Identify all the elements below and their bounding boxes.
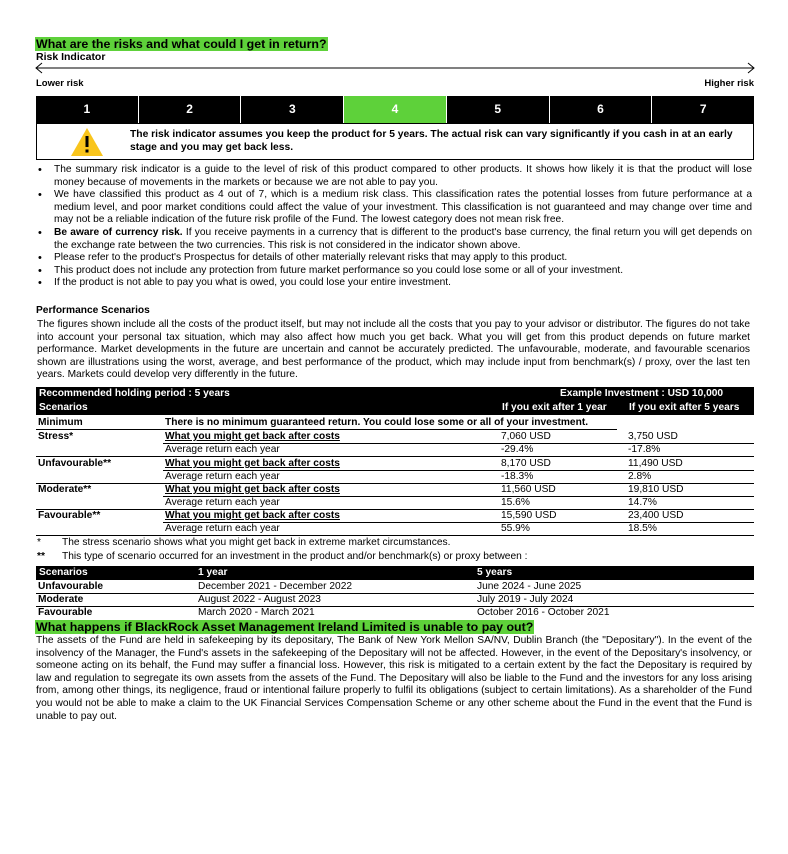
period-scenario-name: Unfavourable (38, 581, 104, 592)
period-1-year: March 2020 - March 2021 (198, 607, 315, 618)
warning-icon (70, 127, 104, 157)
period-5-years: October 2016 - October 2021 (477, 607, 610, 618)
risk-level-1: 1 (36, 96, 138, 123)
risks-title: What are the risks and what could I get in return? (36, 37, 327, 51)
value-5-years: 11,490 USD (628, 458, 683, 469)
scenario-name: Favourable** (38, 510, 101, 521)
footnote-mark: ** (37, 551, 45, 562)
what-you-get-label: What you might get back after costs (165, 484, 340, 495)
what-you-get-label: What you might get back after costs (165, 431, 340, 442)
risk-bullet: • Be aware of currency risk. If you receive payments in a currency that is different to the product's base currency, the final return you will get depends on the exchange rate between the two currencies. This risk is not considered in the indicator shown above. (37, 227, 752, 252)
risk-bullet: • The summary risk indicator is a guide to the level of risk of this product compared to other products. It shows how likely it is that the product will lose money because of movements in the markets or because we are not able to pay you. (37, 164, 752, 189)
risk-indicator-subtitle: Risk Indicator (36, 51, 106, 63)
risk-bullets (37, 164, 752, 290)
risk-level-2: 2 (138, 96, 241, 123)
return-1-year: 15.6% (501, 497, 530, 508)
risk-warning-box (36, 123, 754, 160)
holding-bar (36, 387, 754, 401)
average-return-label: Average return each year (165, 523, 280, 534)
risk-warning-text: The risk indicator assumes you keep the product for 5 years. The actual risk can vary significantly if you cash in at an early stage and you may get back less. (130, 129, 733, 153)
period-5-years: June 2024 - June 2025 (477, 581, 582, 592)
return-5-years: 14.7% (628, 497, 657, 508)
performance-intro: The figures shown include all the costs of the product itself, but may not include all the costs that you pay to your advisor or distributor. The figures do not take into account your personal tax situation, which may also affect how much you get back. What you will get from this product depends on future market performance. Market developments in the future are uncertain and cannot be accurately predicted. The unfavourable, moderate, and favourable scenarios shown are illustrations using the worst, average, and best performance of the product, which may include input from benchmark(s) / proxy, over the last ten years. Markets could develop very differently in the future. (37, 319, 750, 381)
period-1-year: December 2021 - December 2022 (198, 581, 353, 592)
average-return-label: Average return each year (165, 444, 280, 455)
higher-risk-label: Higher risk (704, 78, 754, 89)
periods-header-1-year: 1 year (198, 567, 228, 578)
lower-risk-label: Lower risk (36, 78, 84, 89)
periods-header-scenarios: Scenarios (39, 567, 88, 578)
return-5-years: 18.5% (628, 523, 657, 534)
return-5-years: 2.8% (628, 471, 652, 482)
what-you-get-label: What you might get back after costs (165, 458, 340, 469)
period-5-years: July 2019 - July 2024 (477, 594, 574, 605)
scenarios-header: Scenarios (39, 402, 88, 413)
risk-bullet: • This product does not include any protection from future market performance so you could lose some or all of your investment. (37, 265, 752, 278)
return-5-years: -17.8% (628, 444, 661, 455)
minimum-label: Minimum (38, 417, 83, 428)
return-1-year: -18.3% (501, 471, 534, 482)
risk-level-6: 6 (549, 96, 652, 123)
unable-title: What happens if BlackRock Asset Management Ireland Limited is unable to pay out? (36, 620, 534, 634)
return-1-year: 55.9% (501, 523, 530, 534)
return-1-year: -29.4% (501, 444, 534, 455)
value-5-years: 23,400 USD (628, 510, 684, 521)
periods-header-5-years: 5 years (477, 567, 513, 578)
risk-level-4-selected: 4 (343, 96, 446, 123)
value-5-years: 19,810 USD (628, 484, 684, 495)
scenario-name: Moderate** (38, 484, 92, 495)
risk-bullet: • Please refer to the product's Prospectus for details of other materially relevant risks that may apply to this product. (37, 252, 752, 265)
scenarios-header-bar (36, 401, 754, 415)
risk-arrow-icon (33, 62, 757, 74)
scenario-name: Unfavourable** (38, 458, 112, 469)
value-1-year: 7,060 USD (501, 431, 551, 442)
exit-5-years-header: If you exit after 5 years (629, 402, 740, 413)
value-5-years: 3,750 USD (628, 431, 678, 442)
holding-period: Recommended holding period : 5 years (39, 388, 230, 399)
footnote-stress: The stress scenario shows what you might get back in extreme market circumstances. (62, 537, 451, 548)
periods-header-bar (36, 566, 754, 580)
minimum-text: There is no minimum guaranteed return. You could lose some or all of your investment. (165, 417, 589, 428)
footnote-mark: * (37, 537, 41, 548)
risk-bullet: • We have classified this product as 4 out of 7, which is a medium risk class. This classification rates the potential losses from future performance at a medium level, and poor market conditions could affect the value of your investment. This classification is not guaranteed and may change over time and may not be a reliable indication of the future risk profile of the Fund. The lowest category does not mean risk free. (37, 189, 752, 227)
average-return-label: Average return each year (165, 471, 280, 482)
exit-1-year-header: If you exit after 1 year (502, 402, 607, 413)
risk-bullet: • If the product is not able to pay you what is owed, you could lose your entire investment. (37, 277, 752, 290)
risk-level-7: 7 (651, 96, 754, 123)
example-investment: Example Investment : USD 10,000 (560, 388, 724, 399)
average-return-label: Average return each year (165, 497, 280, 508)
unable-text: The assets of the Fund are held in safekeeping by its depositary, The Bank of New York Mellon SA/NV, Dublin Branch (the "Depositary"). In the event of the insolvency of the Manager, the Fund's assets in the safekeeping of the Depositary will not be affected. However, in the event of the Depositary's insolvency, or someone acting on its behalf, the Fund may suffer a financial loss. However, this risk is mitigated to a certain extent by the fact the Depositary is required by law and regulation to segregate its own assets from the assets of the Fund. The Depositary will also be liable to the Fund and the investors for any loss arising from, among other things, its negligence, fraud or intentional failure properly to fulfil its obligations (subject to certain limitations). As a shareholder of the Fund you would not be able to make a claim to the UK Financial Services Compensation Scheme or any other scheme about the Fund in the event that the Fund is unable to pay out. (36, 635, 752, 722)
performance-title: Performance Scenarios (36, 305, 150, 316)
period-scenario-name: Moderate (38, 594, 84, 605)
risk-level-5: 5 (446, 96, 549, 123)
scenario-name: Stress* (38, 431, 74, 442)
risk-scale (36, 96, 754, 123)
value-1-year: 15,590 USD (501, 510, 557, 521)
value-1-year: 8,170 USD (501, 458, 551, 469)
value-1-year: 11,560 USD (501, 484, 556, 495)
period-scenario-name: Favourable (38, 607, 93, 618)
period-1-year: August 2022 - August 2023 (198, 594, 321, 605)
what-you-get-label: What you might get back after costs (165, 510, 340, 521)
unable-heading (35, 620, 534, 636)
footnote-scenario: This type of scenario occurred for an investment in the product and/or benchmark(s) or proxy between : (62, 551, 528, 562)
risk-level-3: 3 (240, 96, 343, 123)
